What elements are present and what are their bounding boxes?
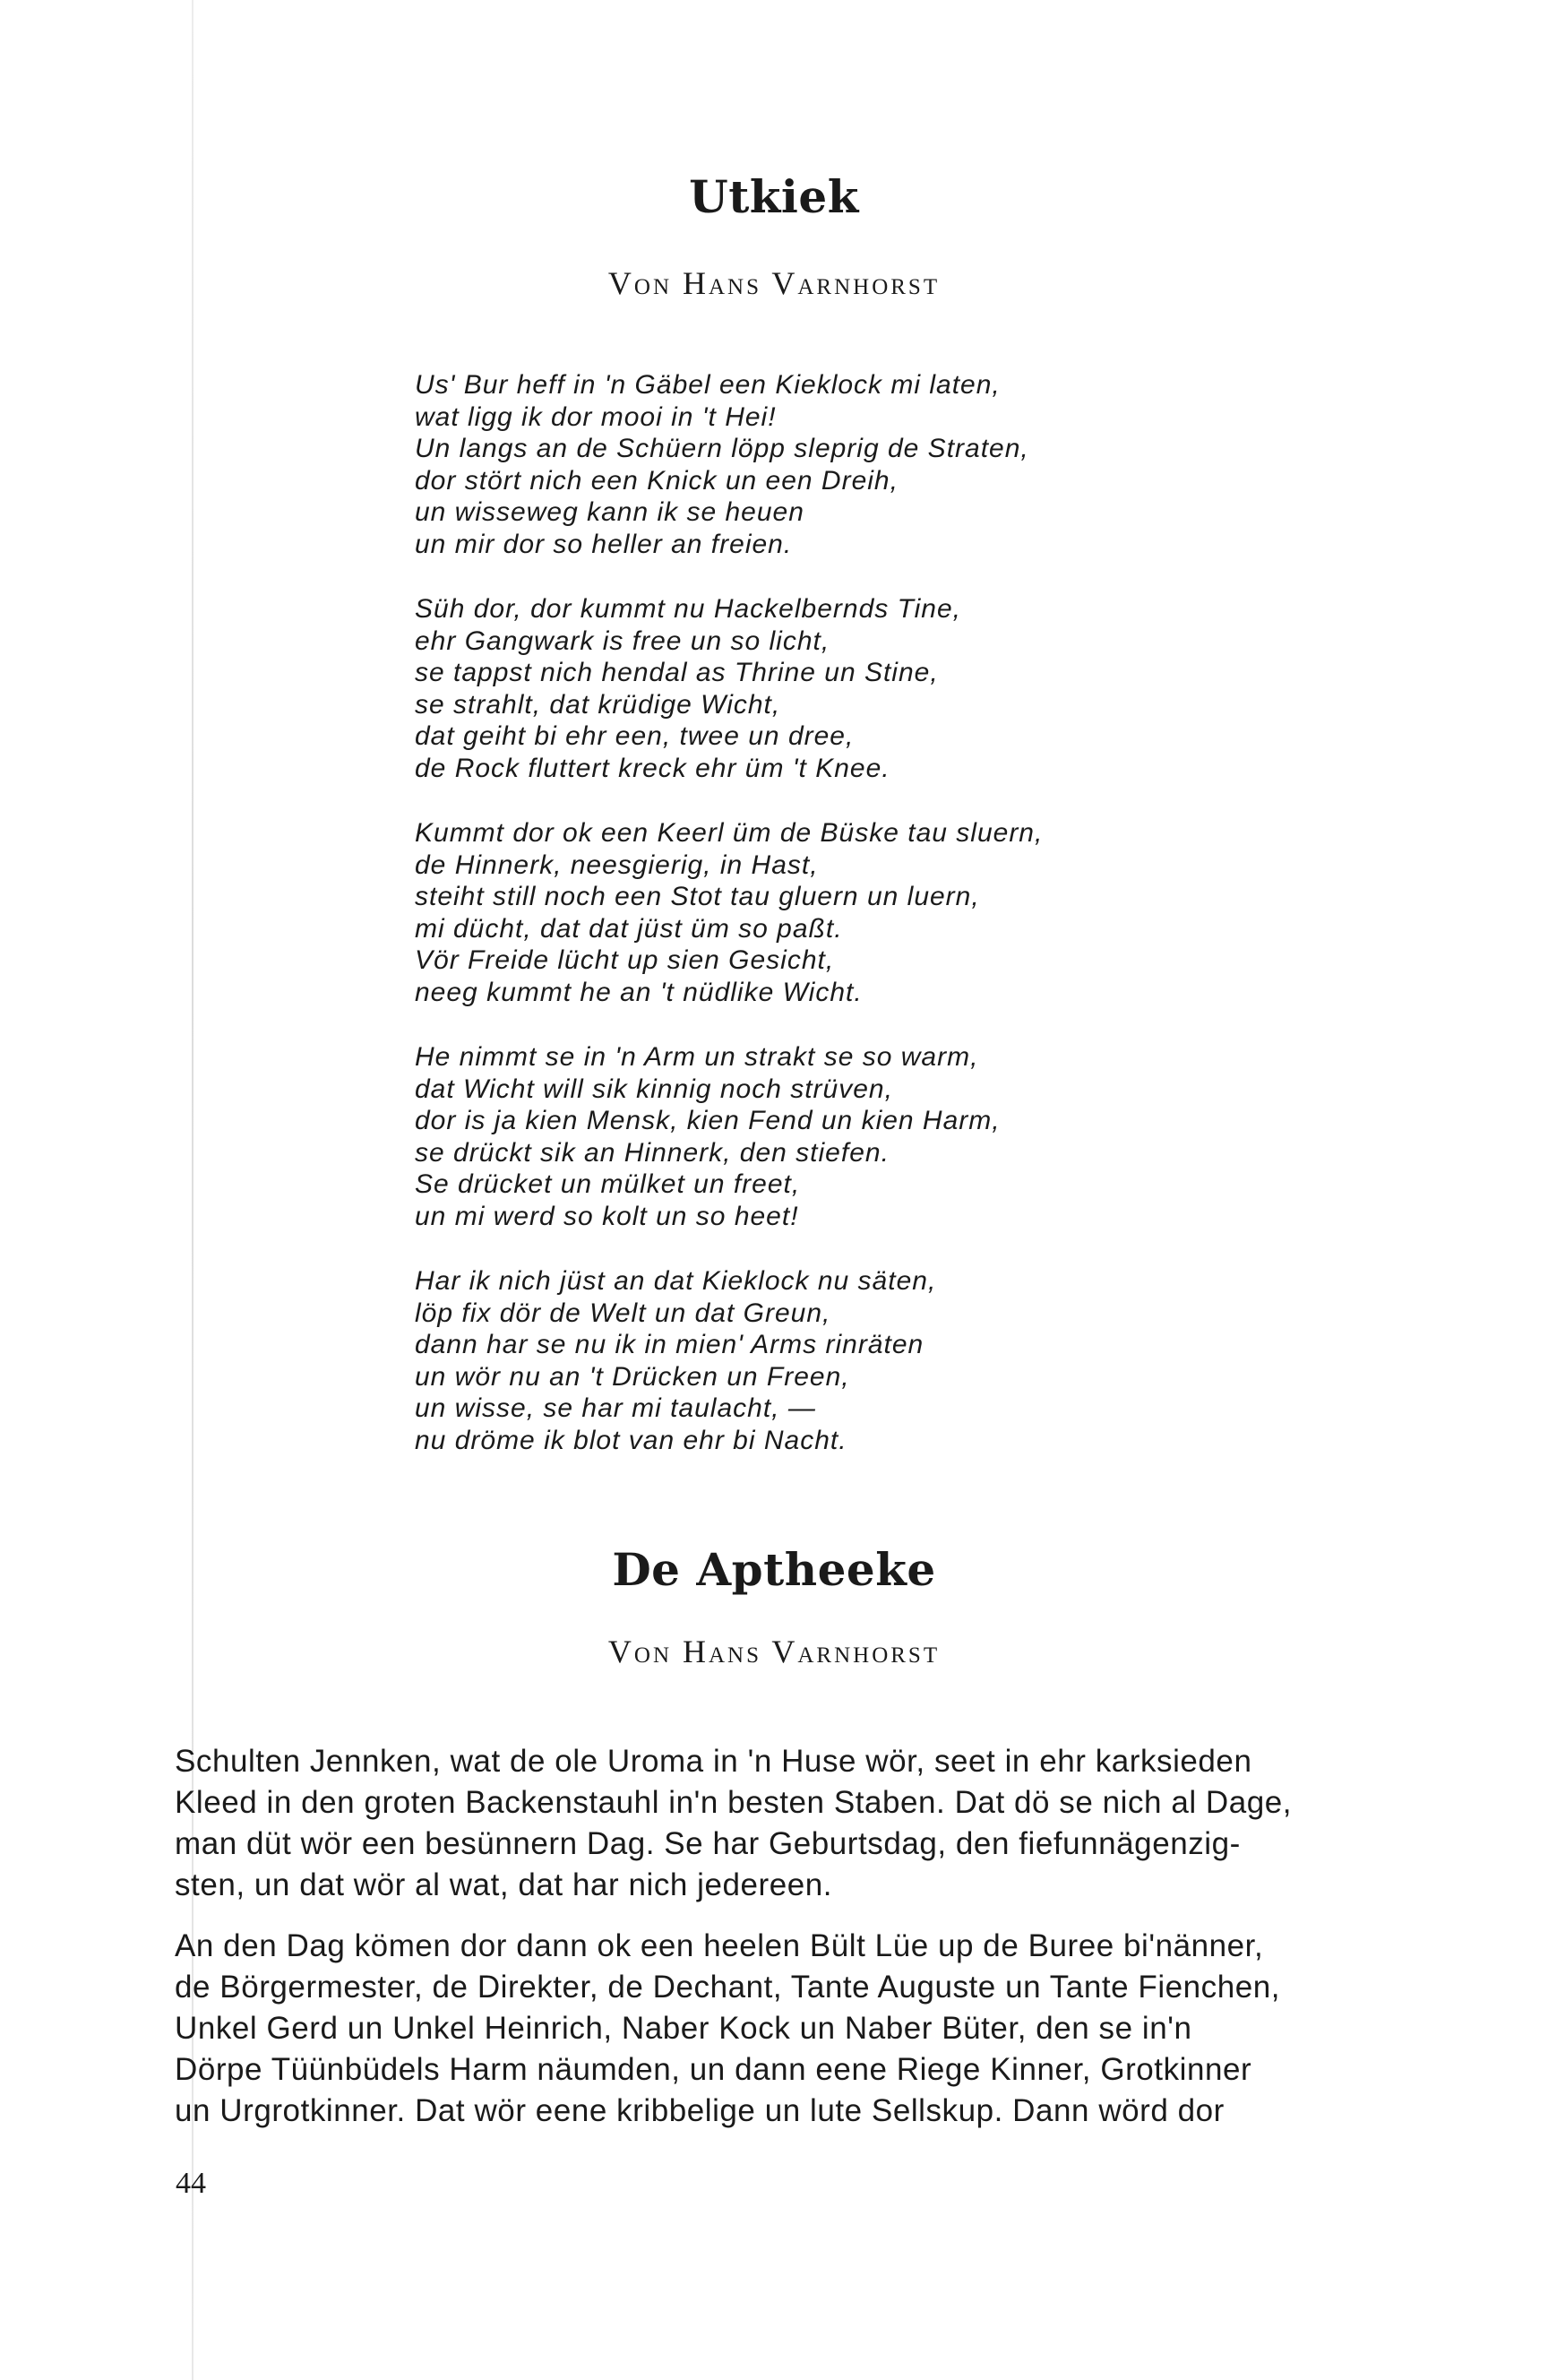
- poem-line: mi dücht, dat dat jüst üm so paßt.: [415, 913, 843, 944]
- poem-line: un wisseweg kann ik se heuen: [415, 497, 804, 527]
- poem-line: He nimmt se in 'n Arm un strakt se so warm,: [415, 1042, 979, 1072]
- poem-line: un mir dor so heller an freien.: [415, 529, 793, 559]
- poem-line: löp fix dör de Welt un dat Greun,: [415, 1298, 831, 1328]
- prose-line: de Börgermester, de Direkter, de Dechant, Tante Auguste un Tante Fienchen,: [175, 1970, 1281, 2005]
- stanza: [415, 593, 1400, 784]
- poem-body: [415, 369, 1400, 1489]
- prose-line: An den Dag kömen dor dann ok een heelen Bült Lüe up de Buree bi'nänner,: [175, 1928, 1264, 1963]
- poem-line: Us' Bur heff in 'n Gäbel een Kieklock mi laten,: [415, 370, 1001, 400]
- stanza: [415, 1041, 1400, 1232]
- stanza: [415, 817, 1400, 1008]
- paragraph: [175, 1741, 1420, 1906]
- stanza: [415, 1265, 1400, 1456]
- poem-line: ehr Gangwark is free un so licht,: [415, 625, 830, 656]
- poem-title: Utkiek: [689, 170, 859, 223]
- poem-line: un wisse, se har mi taulacht, —: [415, 1393, 816, 1423]
- poem-line: de Hinnerk, neesgierig, in Hast,: [415, 849, 819, 880]
- story-author: Von Hans Varnhorst: [607, 1634, 941, 1669]
- poem-line: se strahlt, dat krüdige Wicht,: [415, 689, 781, 720]
- poem-line: un mi werd so kolt un so heet!: [415, 1201, 799, 1231]
- poem-line: steiht still noch een Stot tau gluern un luern,: [415, 882, 980, 911]
- prose-line: man düt wör een besünnern Dag. Se har Geburtsdag, den fiefunnägenzig-: [175, 1826, 1241, 1861]
- page-number: 44: [176, 2167, 206, 2200]
- poem-line: dor is ja kien Mensk, kien Fend un kien Harm,: [415, 1106, 1001, 1135]
- poem-line: neeg kummt he an 't nüdlike Wicht.: [415, 977, 863, 1007]
- story-body: [175, 1741, 1420, 2151]
- poem-line: se tappst nich hendal as Thrine un Stine,: [415, 658, 939, 687]
- poem-author: Von Hans Varnhorst: [607, 265, 941, 301]
- poem-line: Vör Freide lücht up sien Gesicht,: [415, 945, 835, 975]
- poem-line: dat geiht bi ehr een, twee un dree,: [415, 721, 855, 751]
- prose-line: Schulten Jennken, wat de ole Uroma in 'n Huse wör, seet in ehr karksieden: [175, 1744, 1252, 1779]
- prose-line: Dörpe Tüünbüdels Harm näumden, un dann eene Riege Kinner, Grotkinner: [175, 2052, 1252, 2087]
- stanza: [415, 369, 1400, 560]
- poem-line: dor stört nich een Knick un een Dreih,: [415, 465, 899, 496]
- poem-line: se drückt sik an Hinnerk, den stiefen.: [415, 1137, 890, 1168]
- poem-line: de Rock fluttert kreck ehr üm 't Knee.: [415, 753, 890, 783]
- poem-line: wat ligg ik dor mooi in 't Hei!: [415, 401, 777, 432]
- poem-line: Har ik nich jüst an dat Kieklock nu säten,: [415, 1266, 937, 1296]
- poem-line: Un langs an de Schüern löpp sleprig de Straten,: [415, 434, 1029, 463]
- prose-line: un Urgrotkinner. Dat wör eene kribbelige un lute Sellskup. Dann wörd dor: [175, 2093, 1225, 2128]
- story-title: De Aptheeke: [612, 1543, 936, 1596]
- poem-line: dann har se nu ik in mien' Arms rinräten: [415, 1330, 924, 1359]
- poem-line: Süh dor, dor kummt nu Hackelbernds Tine,: [415, 594, 962, 624]
- paragraph: [175, 1926, 1420, 2132]
- prose-line: sten, un dat wör al wat, dat har nich jedereen.: [175, 1867, 833, 1902]
- poem-line: dat Wicht will sik kinnig noch strüven,: [415, 1074, 893, 1104]
- poem-line: Kummt dor ok een Keerl üm de Büske tau sluern,: [415, 818, 1044, 848]
- poem-line: nu dröme ik blot van ehr bi Nacht.: [415, 1425, 847, 1455]
- prose-line: Kleed in den groten Backenstauhl in'n besten Staben. Dat dö se nich al Dage,: [175, 1785, 1293, 1820]
- poem-line: Se drücket un mülket un freet,: [415, 1169, 801, 1199]
- poem-line: un wör nu an 't Drücken un Freen,: [415, 1361, 850, 1392]
- prose-line: Unkel Gerd un Unkel Heinrich, Naber Kock un Naber Büter, den se in'n: [175, 2011, 1192, 2046]
